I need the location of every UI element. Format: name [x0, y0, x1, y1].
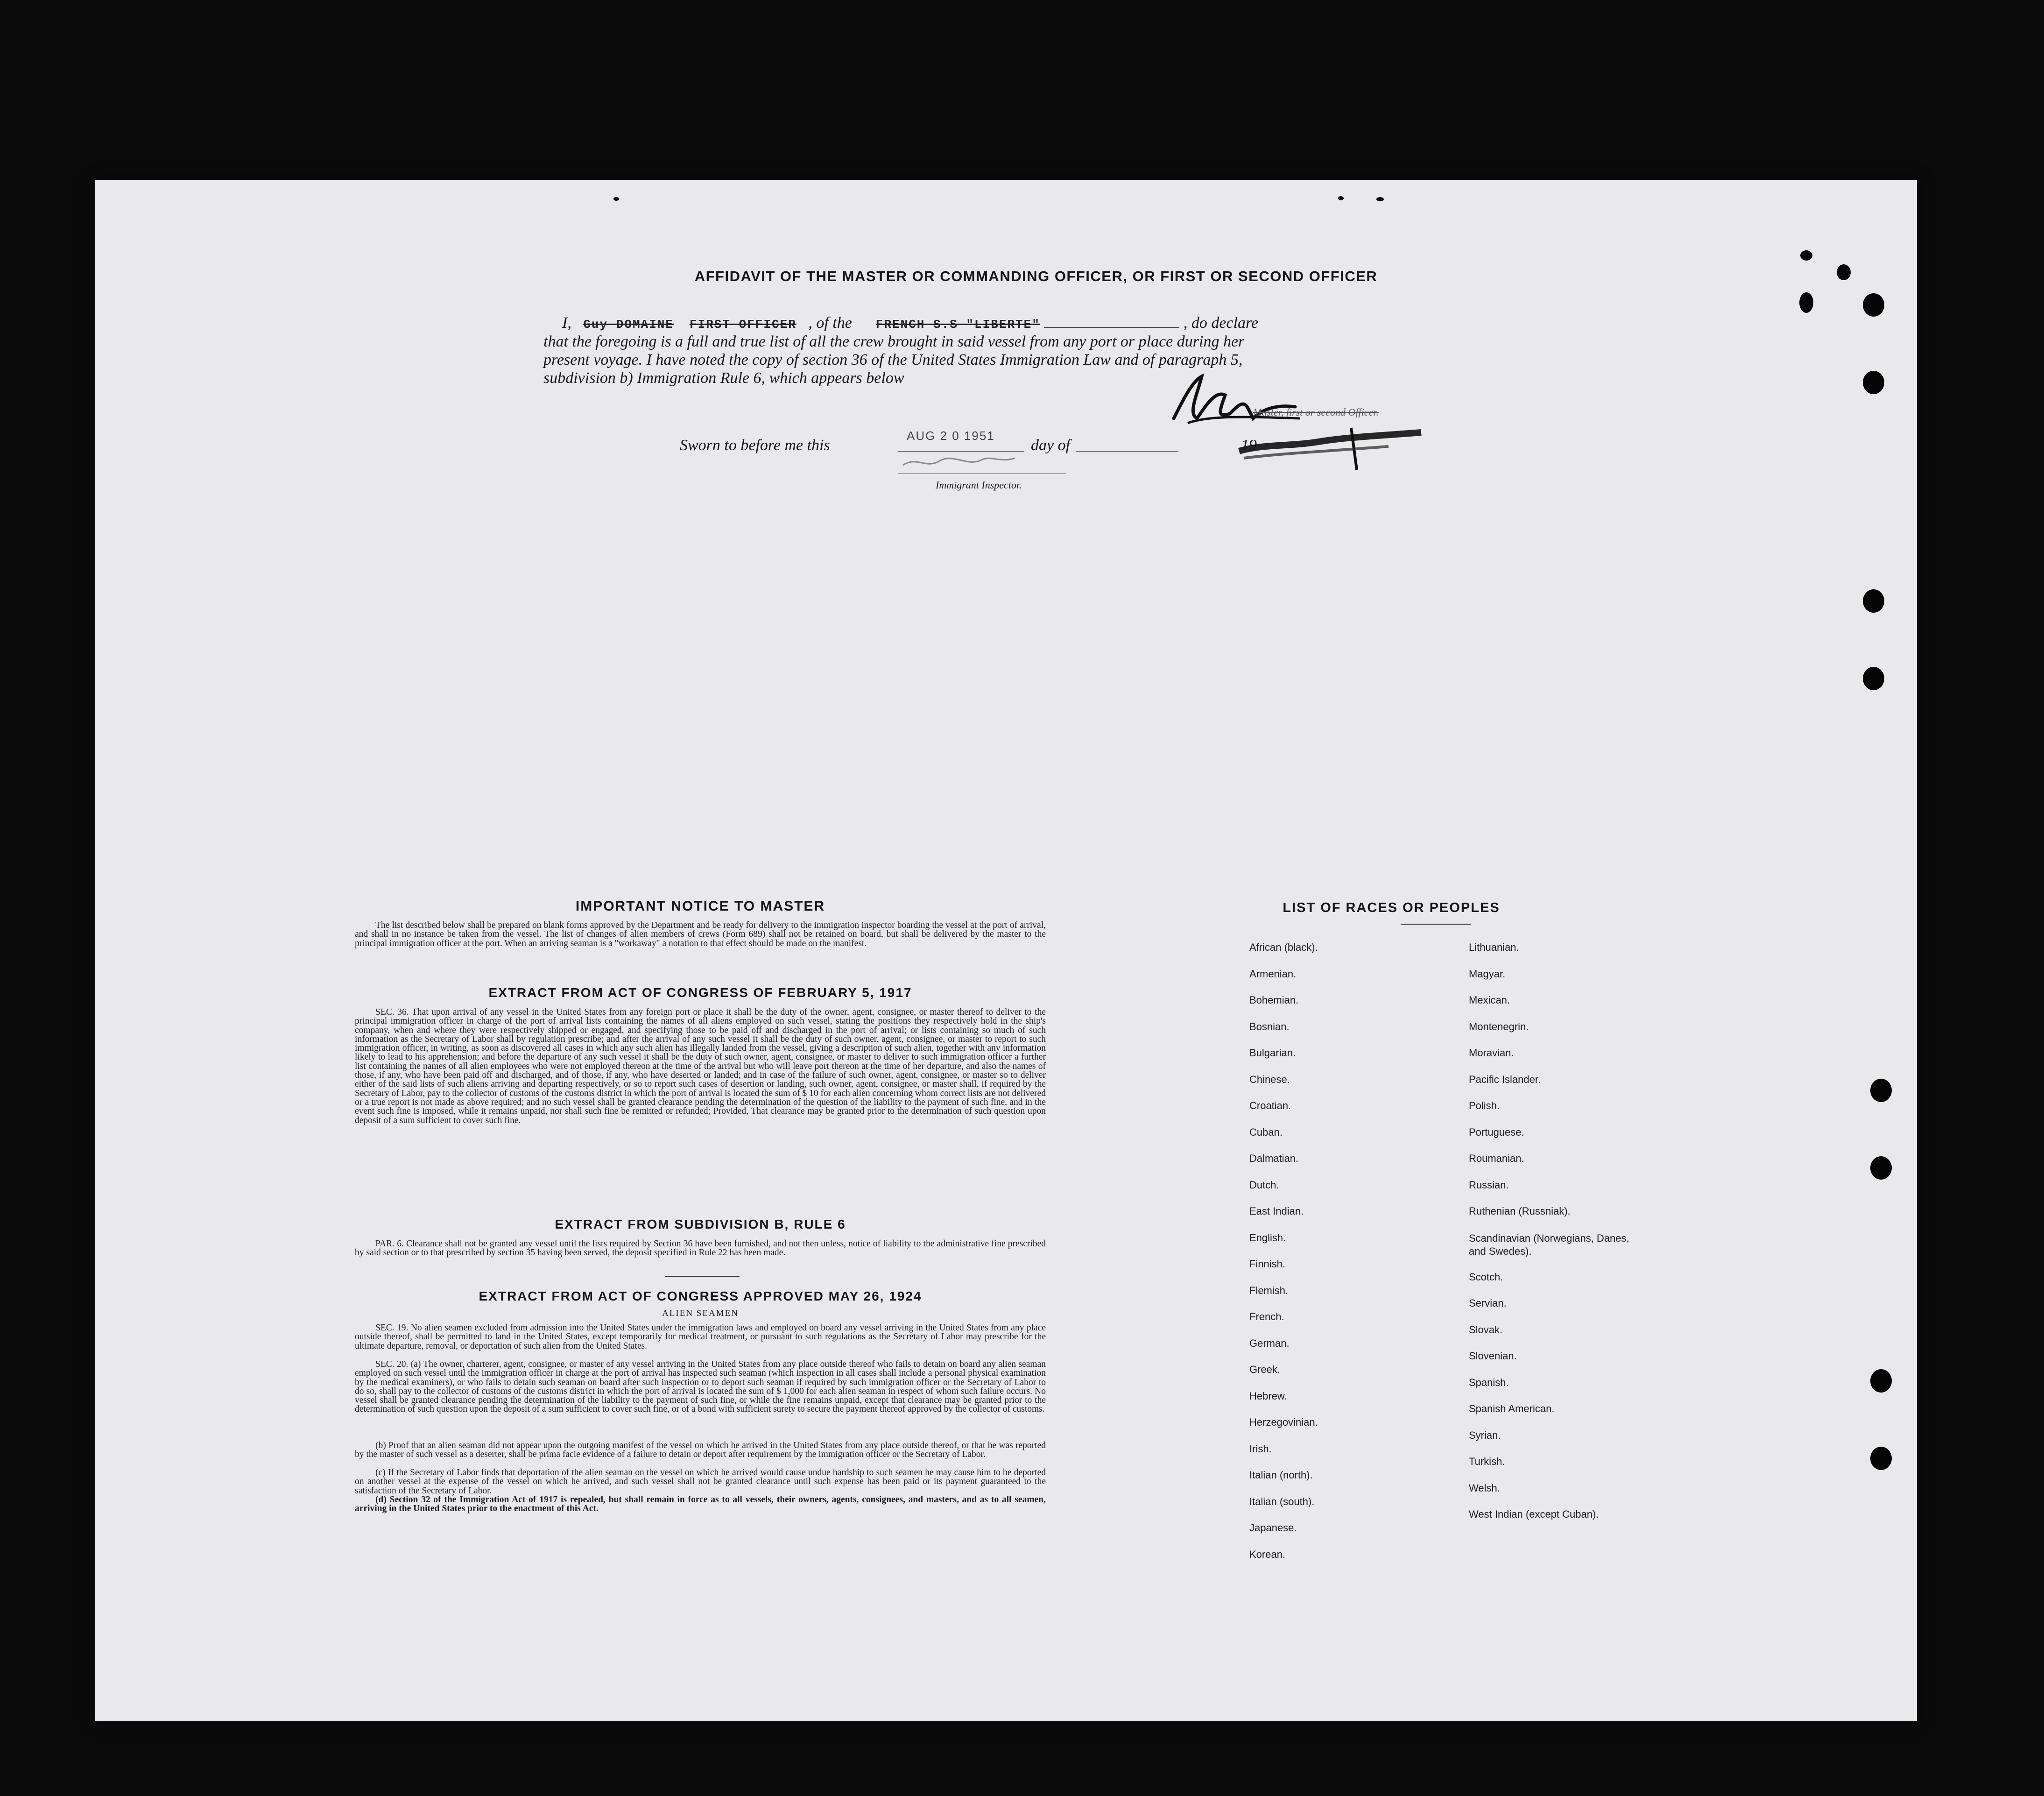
affidavit-title: AFFIDAVIT OF THE MASTER OR COMMANDING OFFICER, OR FIRST OR SECOND OFFICER	[694, 268, 1378, 284]
affidavit-declare: , do declare	[1183, 314, 1259, 332]
vessel-blank-line	[1044, 313, 1179, 328]
race-item: Scotch.	[1469, 1271, 1503, 1283]
ink-speck	[613, 197, 619, 201]
rule6-title: EXTRACT FROM SUBDIVISION B, RULE 6	[555, 1217, 846, 1231]
race-item: Irish.	[1249, 1442, 1272, 1455]
race-item: Portuguese.	[1469, 1126, 1524, 1138]
punch-hole	[1870, 1079, 1892, 1102]
race-item: Russian.	[1469, 1179, 1509, 1191]
race-item: Pacific Islander.	[1469, 1073, 1541, 1085]
race-item: Polish.	[1469, 1100, 1500, 1111]
sworn-year: 19	[1241, 437, 1257, 454]
inspector-label: Immigrant Inspector.	[936, 479, 1022, 491]
races-title: LIST OF RACES OR PEOPLES	[1283, 900, 1500, 915]
sworn-line	[680, 436, 1660, 455]
affidavit-of: , of the	[808, 314, 852, 332]
sworn-date-stamp: AUG 2 0 1951	[907, 429, 995, 443]
affidavit-line-4: subdivision b) Immigration Rule 6, which appears below	[543, 369, 904, 387]
race-item: Finnish.	[1249, 1258, 1286, 1270]
race-item: Japanese.	[1249, 1522, 1297, 1534]
race-item: Chinese.	[1249, 1073, 1290, 1085]
race-item: Korean.	[1249, 1548, 1286, 1560]
punch-hole	[1863, 589, 1884, 613]
race-item: Turkish.	[1469, 1456, 1505, 1467]
extract-1917-text: SEC. 36. That upon arrival of any vessel in the United States from any foreign port or place it shall be the duty of the owner, agent, consignee, or master thereof to deliver to the principal immigration officer in charge of the port of arrival lists containing the names of all aliens employed on such vessel, stating the positions they respectively hold in the ship's company, when and where they were respectively shipped or engaged, and specifying those to be paid off and discharged in the port of arrival; or lists containing so much of such information as the Secretary of Labor shall by regulation prescribe; and after the arrival of any such vessel it shall be the duty of such owner, agent, consignee, or master to report to such immigration officer, in writing, as soon as discovered all cases in which any such alien has illegally landed from the vessel, giving a description of such alien, together with any information likely to lead to his apprehension; and before the departure of any such vessel it shall be the duty of such owner, agent, consignee, or master to deliver to such immigration officer a further list containing the names of all alien employees who were not employed thereon at the time of the arrival but who will leave port thereon at the time of her departure, and also the names of those, if any, who have been paid off and discharged, and of those, if any, who have deserted or landed; and in case of the failure of such owner, agent, consignee, or master so to deliver either of the said lists of such aliens arriving and departing respectively, or so to report such cases of desertion or landing, such owner, agent, consignee, or master shall, if required by the Secretary of Labor, pay to the collector of customs of the customs district in which the port of arrival is located the sum of $ 10 for each alien concerning whom correct lists are not delivered or a true report is not made as above required; and no such vessel shall be granted clearance pending the determination of the question of the liability to the payment of such fine, and in the event such fine is imposed, while it remains unpaid, nor shall such fine be remitted or refunded; Provided, That clearance may be granted prior to the determination of such question upon deposit of a sum sufficient to cover such fine.	[355, 1007, 1046, 1125]
sec-20b-text: (b) Proof that an alien seaman did not appear upon the outgoing manifest of the vessel on which he arrived in the United States from any place outside thereof, or that he was reported by the master of such vessel as a deserter, shall be prima facie evidence of a failure to detain or deport after requirement by the immigration officer or the Secretary of Labor.	[355, 1441, 1046, 1460]
race-item: Bosnian.	[1249, 1020, 1290, 1032]
affidavit-i: I,	[562, 314, 571, 332]
race-item: Bohemian.	[1249, 994, 1299, 1006]
race-item: Slovak.	[1469, 1323, 1503, 1336]
race-item: Dalmatian.	[1249, 1153, 1299, 1164]
ink-speck	[1338, 196, 1344, 200]
inspector-signature	[898, 451, 1020, 474]
race-item: Slovenian.	[1469, 1350, 1517, 1362]
sec-20d-text: (d) Section 32 of the Immigration Act of 1917 is repealed, but shall remain in force as to all vessels, their owners, agents, consignees, and masters, and as to all seamen, arriving in the United States prior to the enactment of this Act.	[355, 1495, 1046, 1514]
race-item: Hebrew.	[1249, 1390, 1287, 1402]
alien-seamen-subtitle: ALIEN SEAMEN	[662, 1308, 739, 1318]
notice-text: The list described below shall be prepared on blank forms approved by the Department and be ready for delivery to the immigration inspector boarding the vessel at the port of arrival, and shall in no instance be taken from the vessel. The list of changes of alien members of crews (Form 689) shall not be retained on board, but shall be delivered by the master to the principal immigration officer at the port. When an arriving seaman is a "workaway" a notation to that effect should be made on the manifest.	[355, 920, 1046, 948]
race-item: Cuban.	[1249, 1126, 1283, 1138]
sec-20a-text: SEC. 20. (a) The owner, charterer, agent, consignee, or master of any vessel arriving in the United States from any place outside thereof who fails to detain on board any alien seaman employed on such vessel until the immigration officer in charge at the port of arrival has inspected such seaman (which inspection in all cases shall include a personal physical examination by the medical examiners), or who fails to detain such seaman on board after such inspection or to deport such seaman if required by such immigration officer or the Secretary of Labor to do so, shall pay to the collector of customs of the customs district in which the port of arrival is located the sum of $ 1,000 for each alien seaman in respect of whom such failure occurs. No vessel shall be granted clearance pending the determination of the liability to the payment of such fine, or while the fine remains unpaid, except that clearance may be granted prior to the determination of such question upon the deposit of a sum sufficient to cover such fine, or of a bond with sufficient surety to secure the payment thereof approved by the collector of customs.	[355, 1359, 1046, 1414]
race-item: Scandinavian (Norwegians, Danes, and Swedes).	[1469, 1232, 1629, 1257]
race-item: East Indian.	[1249, 1205, 1304, 1217]
punch-hole	[1870, 1156, 1892, 1180]
vessel-name: FRENCH S.S "LIBERTE"	[875, 318, 1040, 332]
affidavit-line-3: present voyage. I have noted the copy of section 36 of the United States Immigration Law and of paragraph 5,	[543, 351, 1243, 368]
race-item: Bulgarian.	[1249, 1047, 1296, 1059]
officer-name: Guy DOMAINE	[583, 318, 674, 332]
notice-title: IMPORTANT NOTICE TO MASTER	[575, 898, 825, 914]
extract-1924-title: EXTRACT FROM ACT OF CONGRESS APPROVED MAY 26, 1924	[479, 1289, 922, 1303]
section-divider	[665, 1276, 740, 1277]
punch-hole	[1863, 667, 1884, 690]
race-item: German.	[1249, 1337, 1290, 1349]
affidavit-line-1	[562, 313, 1543, 334]
race-item: Welsh.	[1469, 1482, 1500, 1494]
extract-1917-title: EXTRACT FROM ACT OF CONGRESS OF FEBRUARY 5, 1917	[488, 985, 912, 1000]
race-item: Dutch.	[1249, 1179, 1279, 1191]
race-item: Spanish.	[1469, 1376, 1509, 1388]
race-item: Servian.	[1469, 1297, 1507, 1309]
race-item: Greek.	[1249, 1364, 1281, 1375]
punch-hole	[1863, 293, 1884, 317]
races-title-underline	[1401, 924, 1471, 925]
rule6-text: PAR. 6. Clearance shall not be granted any vessel until the lists required by Section 36 have been furnished, and not then unless, notice of liability to the administrative fine prescribed by said section or to that prescribed by section 35 having been served, the deposit specified in Rule 22 has been made.	[355, 1239, 1046, 1258]
race-item: Syrian.	[1469, 1429, 1501, 1441]
race-item: Montenegrin.	[1469, 1020, 1529, 1032]
race-item: African (black).	[1249, 941, 1318, 953]
race-item: English.	[1249, 1231, 1286, 1244]
race-item: Ruthenian (Russniak).	[1469, 1205, 1571, 1217]
punch-hole	[1870, 1369, 1892, 1393]
race-item: Italian (north).	[1249, 1469, 1313, 1481]
race-item: Moravian.	[1469, 1047, 1514, 1059]
race-item: West Indian (except Cuban).	[1469, 1508, 1599, 1520]
race-item: French.	[1249, 1311, 1284, 1322]
ink-speck	[1376, 197, 1384, 201]
race-item: Armenian.	[1249, 968, 1297, 980]
race-item: Flemish.	[1249, 1284, 1289, 1296]
ink-speck	[1799, 292, 1813, 313]
document-page	[95, 180, 1917, 1721]
race-item: Roumanian.	[1469, 1153, 1524, 1164]
sworn-month-line	[1076, 451, 1178, 452]
officer-rank: FIRST OFFICER	[689, 318, 796, 332]
punch-hole	[1870, 1447, 1892, 1470]
affidavit-line-2: that the foregoing is a full and true list of all the crew brought in said vessel from any port or place during her	[543, 333, 1245, 350]
race-item: Lithuanian.	[1469, 941, 1519, 953]
ink-speck	[1837, 264, 1851, 280]
race-item: Herzegovinian.	[1249, 1416, 1318, 1428]
sworn-text: Sworn to before me this	[680, 437, 830, 454]
ink-speck	[1800, 250, 1812, 261]
sec-20c-text: (c) If the Secretary of Labor finds that deportation of the alien seaman on the vessel on which he arrived would cause undue hardship to such seamen he may cause him to be deported on another vessel at the expense of the vessel on which he arrived, and such vessel shall not be granted clearance until such expense has been paid or its payment guaranteed to the satisfaction of the Secretary of Labor.	[355, 1468, 1046, 1496]
year-scribble	[1234, 418, 1431, 474]
race-item: Italian (south).	[1249, 1495, 1315, 1507]
sec-19-text: SEC. 19. No alien seamen excluded from admission into the United States under the immigration laws and employed on board any vessel arriving in the United States from any place outside thereof, shall be permitted to land in the United States, except temporarily for medical treatment, or pursuant to such regulations as the Secretary of Labor may prescribe for the ultimate departure, removal, or deportation of such alien from the United States.	[355, 1323, 1046, 1351]
race-item: Magyar.	[1469, 968, 1506, 980]
punch-hole	[1863, 371, 1884, 394]
race-item: Croatian.	[1249, 1100, 1291, 1111]
race-item: Spanish American.	[1469, 1403, 1555, 1414]
race-item: Mexican.	[1469, 994, 1510, 1006]
officer-title-label: Master, first or second Officer.	[1253, 406, 1379, 418]
sworn-day-of: day of	[1031, 437, 1071, 454]
